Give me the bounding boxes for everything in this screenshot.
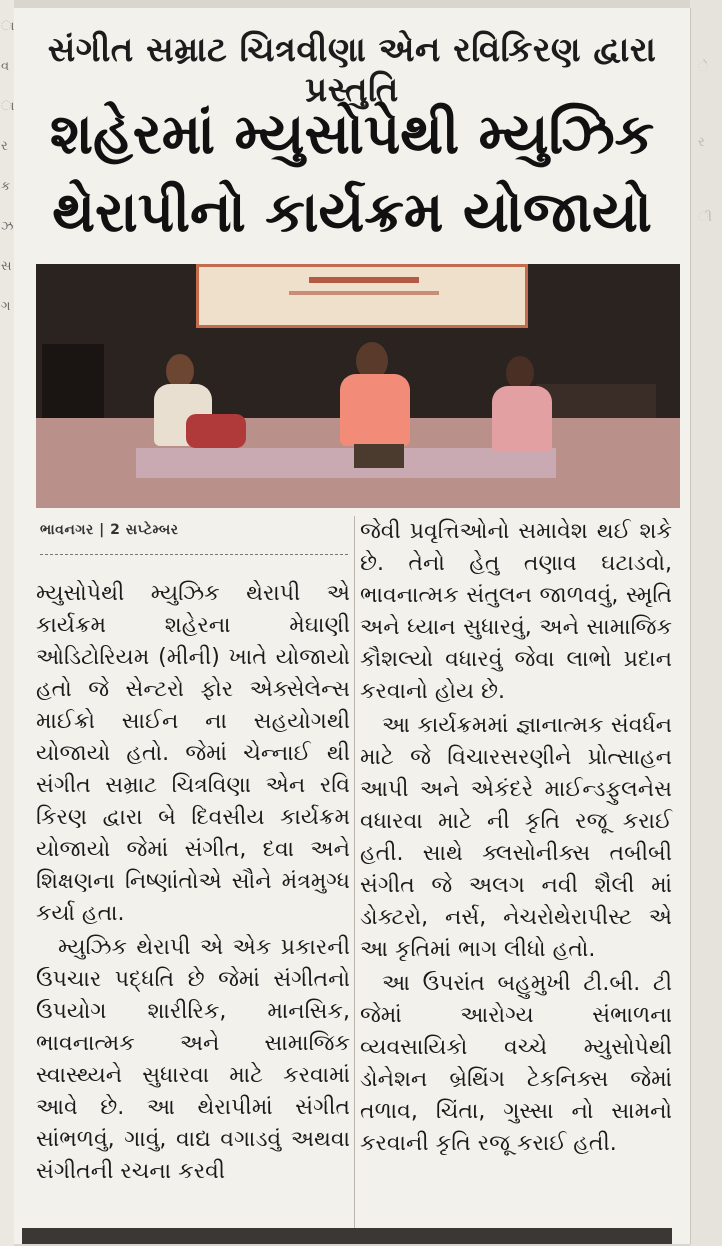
column-divider bbox=[354, 516, 355, 1231]
stage-banner bbox=[196, 264, 528, 328]
paragraph: મ્યુઝિક થેરાપી એ એક પ્રકારની ઉપચાર પદ્ધતિ છે જેમાં સંગીતનો ઉપયોગ શારીરિક, માનસિક, ભાવનાત્મક અને સામાજિક સ્વાસ્થ્યને સુધારવા માટે કરવામાં આવે છે. આ થેરાપીમાં સંગીત સાંભળવું, ગાવું, વાદ્ય વગાડવું અથવા સંગીતની રચના કરવી bbox=[36, 935, 350, 1184]
article-column-1 bbox=[36, 578, 350, 1190]
adjacent-column-fragment: ા વ ા ર ક ઝ સ ગ bbox=[0, 0, 14, 1246]
headline bbox=[14, 96, 690, 252]
dateline: ભાવનગર | 2 સપ્ટેમ્બર bbox=[40, 522, 179, 538]
paragraph: જેવી પ્રવૃત્તિઓનો સમાવેશ થઈ શકે છે. તેનો હેતુ તણાવ ઘટાડવો, ભાવનાત્મક સંતુલન જાળવવું, સ્મૃતિ અને ધ્યાન સુધારવું, અને સામાજિક કૌશલ્યો વધારવું જેવા લાભો પ્રદાન કરવાનો હોય છે. bbox=[360, 519, 672, 704]
headline-line-2: થેરાપીનો કાર્યક્રમ યોજાયો bbox=[52, 180, 652, 245]
newspaper-clipping bbox=[14, 8, 690, 1244]
headline-line-1: શહેરમાં મ્યુસોપેથી મ્યુઝિક bbox=[49, 102, 655, 167]
paragraph: આ કાર્યક્રમમાં જ્ઞાનાત્મક સંવર્ધન માટે જે વિચારસરણીને પ્રોત્સાહન આપી અને એકંદરે માઈન્ડફુલનેસ વધારવા માટે ની કૃતિ રજૂ કરાઈ હતી. સાથે ક્લસોનીક્સ તબીબી સંગીત જે અલગ નવી શૈલી માં ડોક્ટરો, નર્સ, નેચરોથેરાપીસ્ટ એ આ કૃતિમાં ભાગ લીધો હતો. bbox=[360, 713, 672, 962]
tabla-drum bbox=[186, 414, 246, 448]
article-column-2 bbox=[360, 516, 672, 1162]
concert-photo bbox=[36, 264, 680, 508]
paragraph: આ ઉપરાંત બહુમુખી ટી.બી. ટી જેમાં આરોગ્ય સંભાળના વ્યવસાયિકો વચ્ચે મ્યુસોપેથી ડોનેશન બ્રેથિંગ ટેકનિક્સ જેમાં તળાવ, ચિંતા, ગુસ્સા નો સામનો કરવાની કૃતિ રજૂ કરાઈ હતી. bbox=[360, 971, 672, 1156]
kicker: સંગીત સમ્રાટ ચિત્રવીણા એન રવિકિરણ દ્વારા પ્રસ્તુતિ bbox=[47, 30, 657, 110]
harmonium bbox=[354, 444, 404, 468]
page-edge: ે ર ી bbox=[690, 0, 722, 1246]
paragraph: મ્યુસોપેથી મ્યુઝિક થેરાપી એ કાર્યક્રમ શહેરના મેઘાણી ઓડિટોરિયમ (મીની) ખાતે યોજાયો હતો જે સેન્ટરો ફોર એક્સેલેન્સ માઈક્રો સાઈન ના સહયોગથી યોજાયો હતો. જેમાં ચેન્નાઈ થી સંગીત સમ્રાટ ચિત્રવિણા એન રવિ કિરણ દ્વારા બે દિવસીય કાર્યક્રમ યોજાયો જેમાં સંગીત, દવા અને શિક્ષણના નિષ્ણાંતોએ સૌને મંત્રમુગ્ધ કર્યા હતા. bbox=[36, 581, 350, 926]
next-article-edge bbox=[22, 1228, 672, 1244]
dateline-divider bbox=[40, 554, 348, 555]
